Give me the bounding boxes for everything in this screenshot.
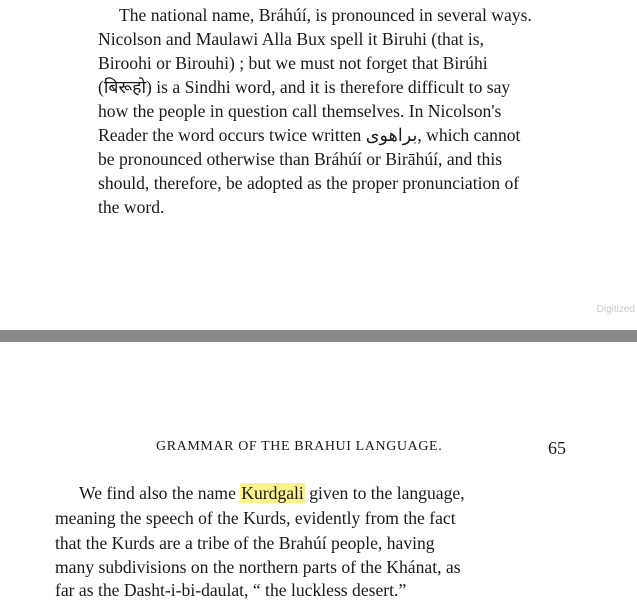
text-line-6: Reader the word occurs twice written براهوى, which cannot [98, 125, 521, 145]
text-line-2: Nicolson and Maulawi Alla Bux spell it Biruhi (that is, [98, 29, 485, 49]
body-line-1-start: We find also the name [79, 483, 241, 503]
digitized-watermark: Digitized [596, 304, 635, 315]
running-head: GRAMMAR OF THE BRAHUI LANGUAGE. [156, 439, 443, 454]
text-line-7: be pronounced otherwise than Bráhúí or Birāhúí, and this [98, 149, 503, 169]
body-line-5: far as the Dasht-i-bi-daulat, “ the luckless desert.” [55, 580, 407, 600]
page-divider [0, 330, 637, 342]
highlighted-term: Kurdgali [241, 483, 304, 503]
body-line-4: many subdivisions on the northern parts of the Khánat, as [55, 557, 461, 577]
text-line-3: Biroohi or Birouhi) ; but we must not forget that Birúhi [98, 53, 488, 73]
body-line-1 [79, 482, 465, 504]
text-line-5: how the people in question call themselves. In Nicolson's [98, 101, 502, 121]
page-number: 65 [548, 438, 566, 458]
body-line-3: that the Kurds are a tribe of the Brahúí people, having [55, 533, 435, 553]
text-line-9: the word. [98, 197, 165, 217]
text-line-1: The national name, Bráhúí, is pronounced in several ways. [119, 5, 532, 25]
body-line-1-end: given to the language, [304, 483, 465, 503]
text-line-4: (बिरूहो) is a Sindhi word, and it is therefore difficult to say [98, 77, 511, 97]
body-line-2: meaning the speech of the Kurds, evidently from the fact [55, 508, 456, 528]
text-line-8: should, therefore, be adopted as the proper pronunciation of [98, 173, 520, 193]
